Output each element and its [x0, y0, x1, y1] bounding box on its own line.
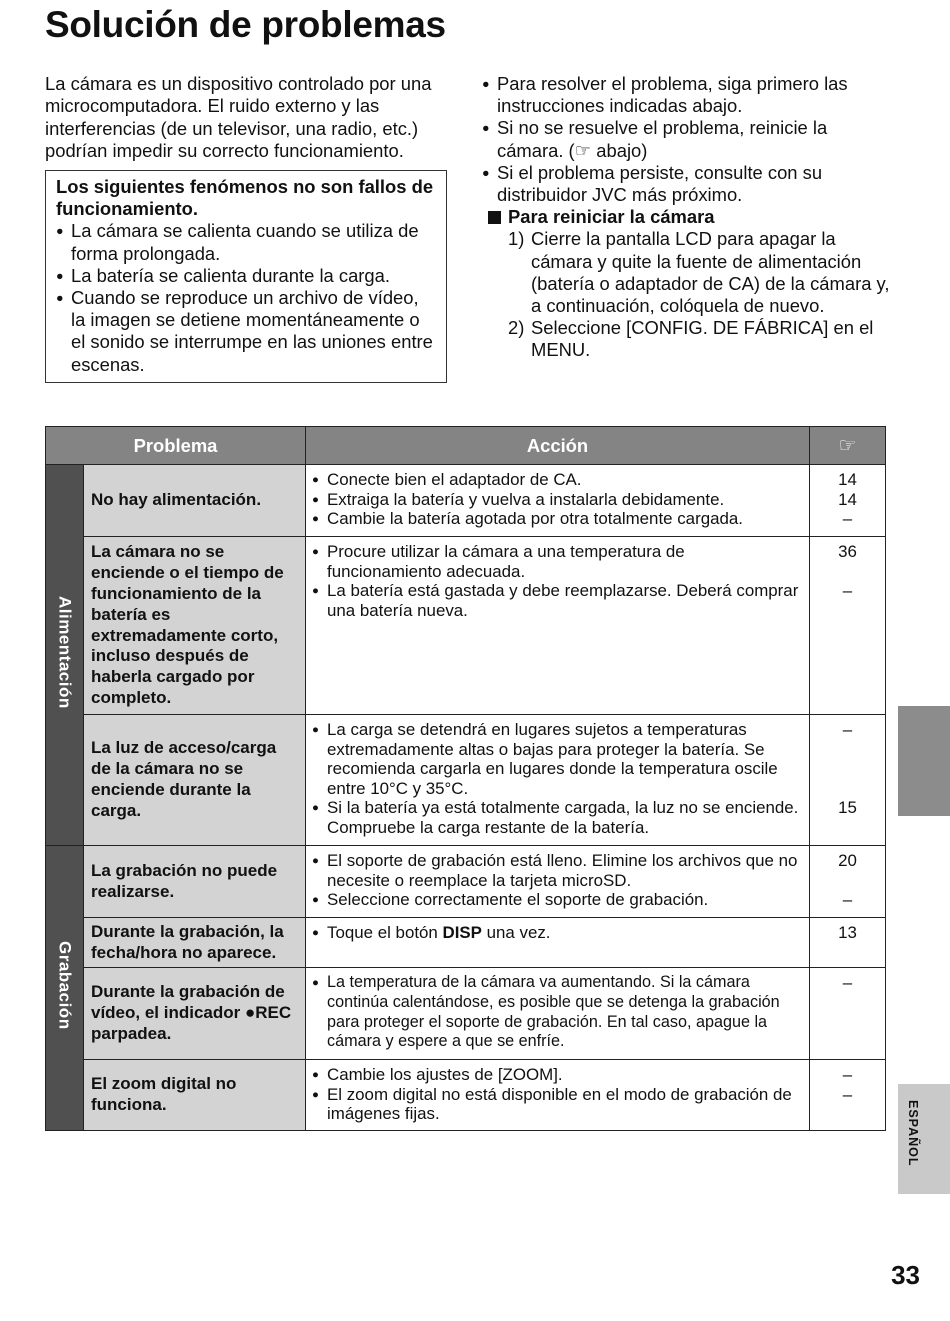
action-item: ● Toque el botón DISP una vez.: [312, 923, 803, 943]
reset-heading: Para reiniciar la cámara: [482, 206, 892, 228]
action-item: ● Seleccione correctamente el soporte de grabación.: [312, 890, 803, 910]
page-ref: 36: [838, 542, 857, 561]
page-ref: –: [842, 1084, 853, 1104]
step-number: 1): [508, 228, 525, 250]
problem-cell: No hay alimentación.: [84, 465, 306, 537]
step-text: Seleccione [CONFIG. DE FÁBRICA] en el MENU.: [531, 317, 874, 361]
action-item: ● Conecte bien el adaptador de CA.: [312, 470, 803, 490]
action-cell: [306, 846, 810, 918]
problem-cell: La grabación no puede realizarse.: [84, 846, 306, 918]
action-item: ● El soporte de grabación está lleno. Elimine los archivos que no necesite o reemplace la tarjeta microSD.: [312, 851, 803, 890]
ref-cell: [810, 465, 886, 537]
reset-step: [482, 228, 892, 317]
step-number: 2): [508, 317, 525, 339]
action-cell: [306, 537, 810, 715]
page-number: 33: [891, 1260, 920, 1290]
action-cell: [306, 968, 810, 1060]
instructions-column: [482, 73, 892, 362]
disp-button-label: DISP: [442, 923, 482, 942]
action-item: ● Cambie la batería agotada por otra totalmente cargada.: [312, 509, 803, 529]
table-row: [46, 1060, 886, 1131]
reset-step: [482, 317, 892, 361]
table-row: [46, 465, 886, 537]
instruction-item: ● Si el problema persiste, consulte con su distribuidor JVC más próximo.: [482, 162, 892, 206]
ref-cell: [810, 846, 886, 918]
table-row: [46, 537, 886, 715]
action-item: ● La batería está gastada y debe reemplazarse. Deberá comprar una batería nueva.: [312, 581, 803, 620]
action-item: ● La carga se detendrá en lugares sujetos a temperaturas extremadamente altas o bajas para proteger la batería. Se recomienda cargarla en lugares donde la temperatura oscile entre 10°C y 35°C.: [312, 720, 803, 798]
table-row: [46, 968, 886, 1060]
group-label-power: Alimentación: [46, 465, 84, 846]
action-item: ● Cambie los ajustes de [ZOOM].: [312, 1065, 803, 1085]
table-row: [46, 715, 886, 846]
action-cell: [306, 465, 810, 537]
step-text: Cierre la pantalla LCD para apagar la cámara y quite la fuente de alimentación (batería o adaptador de CA) de la cámara y, a continuación, colóquela de nuevo.: [531, 228, 890, 317]
column-header-ref: ☞: [810, 427, 886, 465]
section-tab: [898, 706, 950, 816]
troubleshooting-table: [45, 426, 886, 1131]
ref-cell: [810, 715, 886, 846]
table-row: [46, 918, 886, 968]
problem-cell: El zoom digital no funciona.: [84, 1060, 306, 1131]
page-ref: 13: [838, 923, 857, 942]
notice-item: ● La cámara se calienta cuando se utiliza de forma prolongada.: [56, 220, 436, 264]
action-item: ● Extraiga la batería y vuelva a instalarla debidamente.: [312, 490, 803, 510]
page-ref: 15: [838, 798, 857, 817]
page-title: Solución de problemas: [45, 4, 446, 45]
action-cell: [306, 1060, 810, 1131]
notice-heading: Los siguientes fenómenos no son fallos de funcionamiento.: [56, 176, 434, 220]
notice-item: ● La batería se calienta durante la carga.: [56, 265, 436, 287]
action-item: ● Si la batería ya está totalmente cargada, la luz no se enciende. Compruebe la carga restante de la batería.: [312, 798, 803, 837]
group-label-recording: Grabación: [46, 846, 84, 1131]
instruction-item: ● Para resolver el problema, siga primero las instrucciones indicadas abajo.: [482, 73, 892, 117]
page-ref: 14: [838, 470, 857, 489]
action-item: ● La temperatura de la cámara va aumentando. Si la cámara continúa calentándose, es posible que se detenga la grabación para proteger el soporte de grabación. En tal caso, apague la cámara y espere a que se enfríe.: [312, 973, 803, 1052]
column-header-problem: Problema: [46, 427, 306, 465]
ref-cell: [810, 968, 886, 1060]
notice-box: [45, 170, 447, 383]
table-header-row: [46, 427, 886, 465]
ref-cell: [810, 918, 886, 968]
language-tab: ESPAÑOL: [898, 1084, 950, 1194]
instruction-item: ● Si no se resuelve el problema, reinicie la cámara. (☞ abajo): [482, 117, 892, 161]
page-ref: –: [842, 973, 853, 992]
column-header-action: Acción: [306, 427, 810, 465]
problem-cell: Durante la grabación de vídeo, el indicador ●REC parpadea.: [84, 968, 306, 1060]
ref-cell: [810, 537, 886, 715]
page-ref: 20: [838, 851, 857, 870]
problem-cell: La cámara no se enciende o el tiempo de funcionamiento de la batería es extremadamente corto, incluso después de haberla cargado por completo.: [84, 537, 306, 715]
page-ref: –: [842, 890, 853, 909]
problem-cell: Durante la grabación, la fecha/hora no aparece.: [84, 918, 306, 968]
action-cell: [306, 715, 810, 846]
page-ref: 14: [838, 489, 857, 509]
table-row: [46, 846, 886, 918]
action-cell: [306, 918, 810, 968]
page-ref: –: [842, 720, 853, 739]
notice-item: ● Cuando se reproduce un archivo de vídeo, la imagen se detiene momentáneamente o el sonido se interrumpe en las uniones entre escenas.: [56, 287, 436, 376]
action-item: ● Procure utilizar la cámara a una temperatura de funcionamiento adecuada.: [312, 542, 803, 581]
page-ref: –: [842, 509, 853, 529]
problem-cell: La luz de acceso/carga de la cámara no se enciende durante la carga.: [84, 715, 306, 846]
page-ref: –: [842, 581, 853, 600]
ref-cell: [810, 1060, 886, 1131]
action-item: ● El zoom digital no está disponible en el modo de grabación de imágenes fijas.: [312, 1085, 803, 1124]
intro-paragraph: La cámara es un dispositivo controlado por una microcomputadora. El ruido externo y las interferencias (de un televisor, una radio, etc.) podrían impedir su correcto funcionamiento.: [45, 73, 432, 162]
page-ref: –: [842, 1065, 853, 1084]
